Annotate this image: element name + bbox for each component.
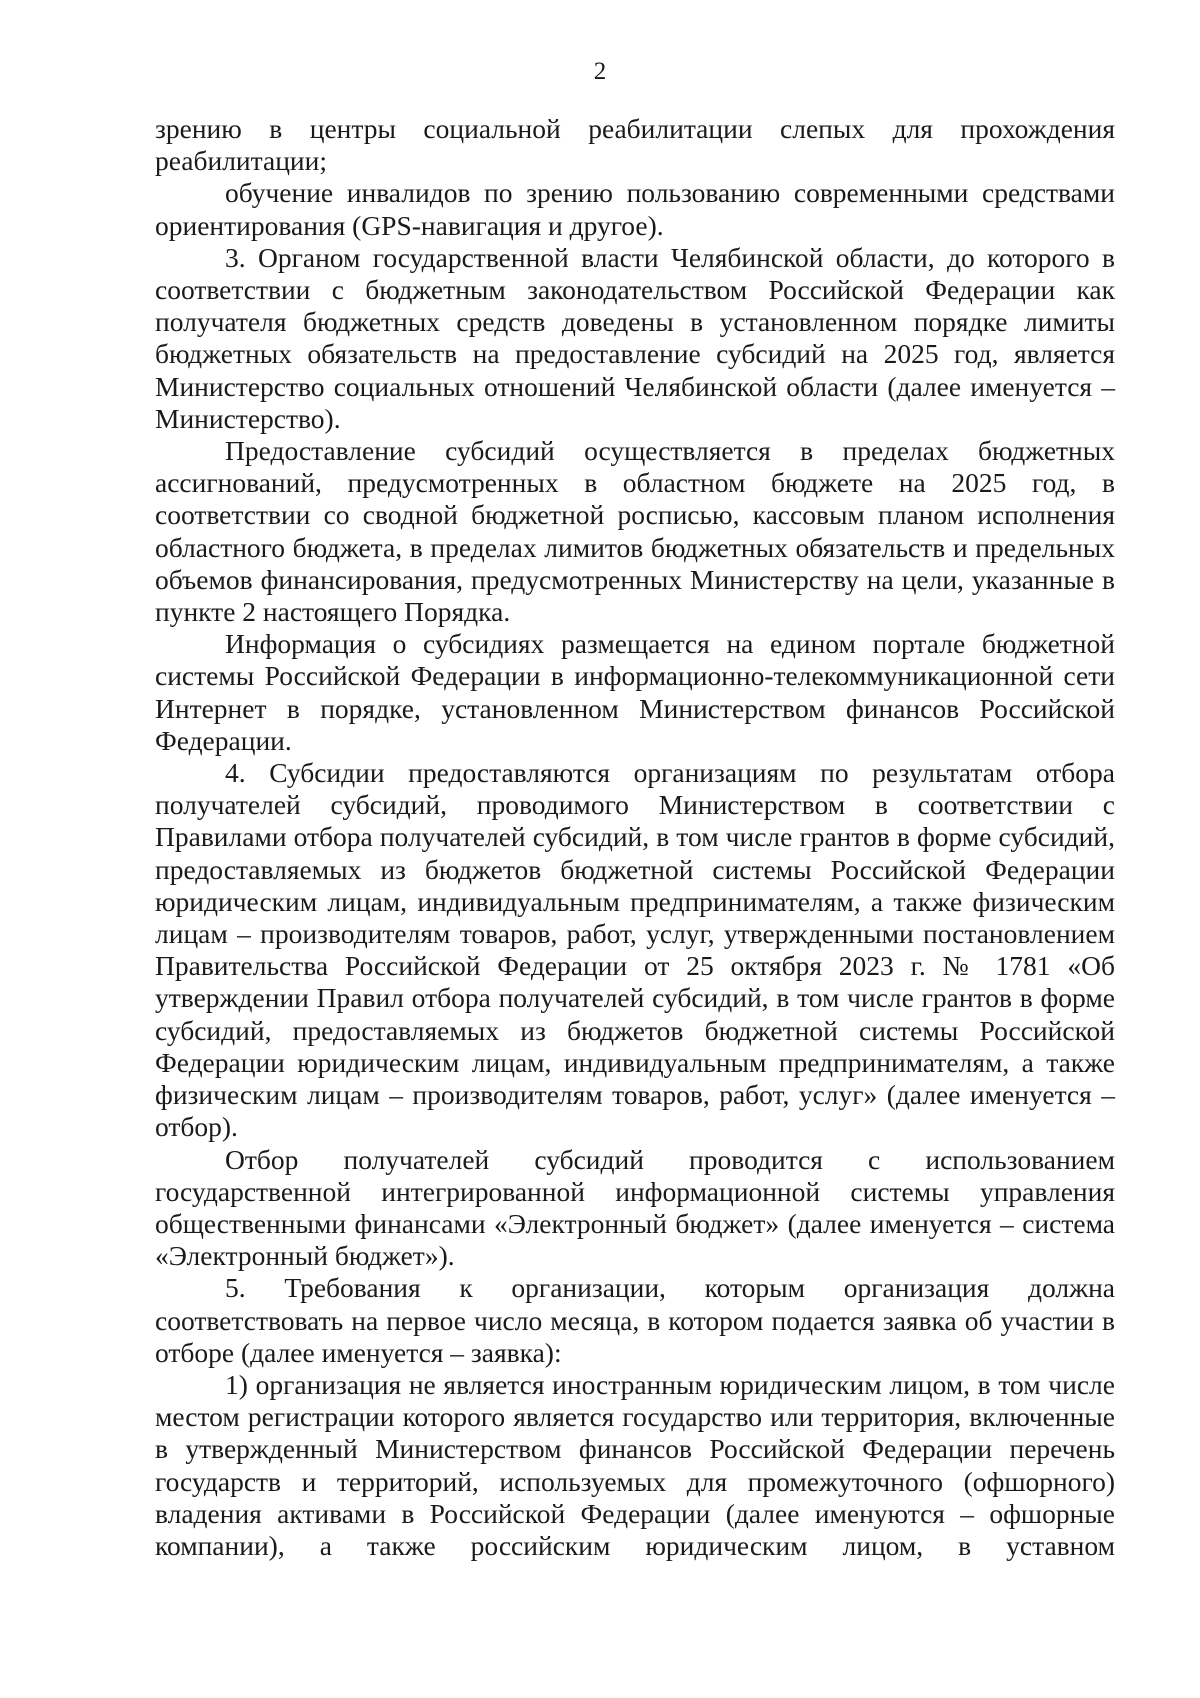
paragraph-training-item: обучение инвалидов по зрению пользованию современными средствами ориентирования (GPS-навигация и другое).	[155, 177, 1115, 241]
paragraph-clause-5: 5. Требования к организации, которым организация должна соответствовать на первое число месяца, в котором подается заявка об участии в отборе (далее именуется – заявка):	[155, 1272, 1115, 1368]
paragraph-clause-4: 4. Субсидии предоставляются организациям по результатам отбора получателей субсидий, проводимого Министерством в соответствии с Правилами отбора получателей субсидий, в том числе грантов в форме субсидий, предоставляемых из бюджетов бюджетной системы Российской Федерации юридическим лицам, индивидуальным предпринимателям, а также физическим лицам – производителям товаров, работ, услуг, утвержденными постановлением Правительства Российской Федерации от 25 октября 2023 г. № 1781 «Об утверждении Правил отбора получателей субсидий, в том числе грантов в форме субсидий, предоставляемых из бюджетов бюджетной системы Российской Федерации юридическим лицам, индивидуальным предпринимателям, а также физическим лицам – производителям товаров, работ, услуг» (далее именуется – отбор).	[155, 757, 1115, 1143]
paragraph-subsidy-provision: Предоставление субсидий осуществляется в пределах бюджетных ассигнований, предусмотренных в областном бюджете на 2025 год, в соответствии со сводной бюджетной росписью, кассовым планом исполнения областного бюджета, в пределах лимитов бюджетных обязательств и предельных объемов финансирования, предусмотренных Министерству на цели, указанные в пункте 2 настоящего Порядка.	[155, 435, 1115, 628]
paragraph-selection-system: Отбор получателей субсидий проводится с использованием государственной интегрированной информационной системы управления общественными финансами «Электронный бюджет» (далее именуется – система «Электронный бюджет»).	[155, 1143, 1115, 1272]
paragraph-continuation: зрению в центры социальной реабилитации слепых для прохождения реабилитации;	[155, 113, 1115, 177]
page-number: 2	[593, 58, 607, 85]
paragraph-subsidy-information: Информация о субсидиях размещается на едином портале бюджетной системы Российской Федерации в информационно-телекоммуникационной сети Интернет в порядке, установленном Министерством финансов Российской Федерации.	[155, 628, 1115, 756]
paragraph-requirement-1: 1) организация не является иностранным юридическим лицом, в том числе местом регистрации которого является государство или территория, включенные в утвержденный Министерством финансов Российской Федерации перечень государств и территорий, используемых для промежуточного (офшорного) владения активами в Российской Федерации (далее именуются – офшорные компании), а также российским юридическим лицом, в уставном	[155, 1368, 1115, 1561]
paragraph-clause-3: 3. Органом государственной власти Челябинской области, до которого в соответствии с бюджетным законодательством Российской Федерации как получателя бюджетных средств доведены в установленном порядке лимиты бюджетных обязательств на предоставление субсидий на 2025 год, является Министерство социальных отношений Челябинской области (далее именуется – Министерство).	[155, 241, 1115, 434]
document-body	[155, 113, 1115, 1562]
